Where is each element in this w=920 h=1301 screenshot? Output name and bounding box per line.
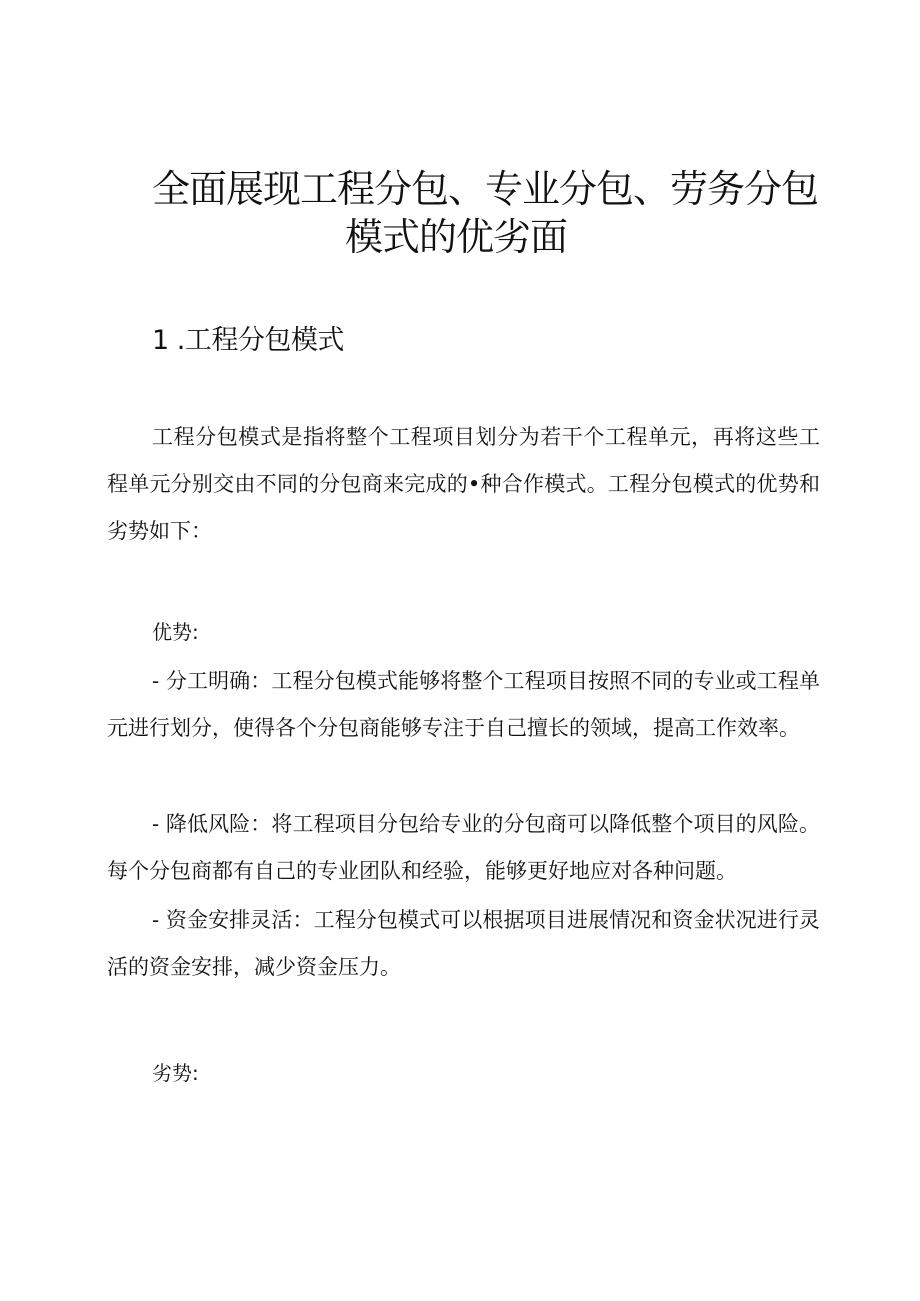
intro-paragraph: 工程分包模式是指将整个工程项目划分为若干个工程单元，再将这些工程单元分别交由不同的分包商来完成的•种合作模式。工程分包模式的优势和劣势如下：	[107, 425, 820, 543]
document-title-line-2: 模式的优劣面	[345, 215, 568, 259]
advantage-item-division-of-labor: - 分工明确：工程分包模式能够将整个工程项目按照不同的专业或工程单元进行划分，使得各个分包商能够专注于自己擅长的领域，提高工作效率。	[107, 669, 820, 740]
advantage-item-flexible-funding: - 资金安排灵活：工程分包模式可以根据项目进展情况和资金状况进行灵活的资金安排，减少资金压力。	[107, 908, 820, 979]
document-title-line-1: 全面展现工程分包、专业分包、劳务分包	[152, 167, 819, 211]
section-heading-engineering-subcontract: 1 .工程分包模式	[152, 325, 344, 356]
advantage-item-risk-reduction: - 降低风险：将工程项目分包给专业的分包商可以降低整个项目的风险。每个分包商都有自己的专业团队和经验，能够更好地应对各种问题。	[107, 812, 820, 883]
disadvantages-label: 劣势:	[152, 1061, 199, 1085]
advantages-label: 优势:	[152, 620, 199, 644]
